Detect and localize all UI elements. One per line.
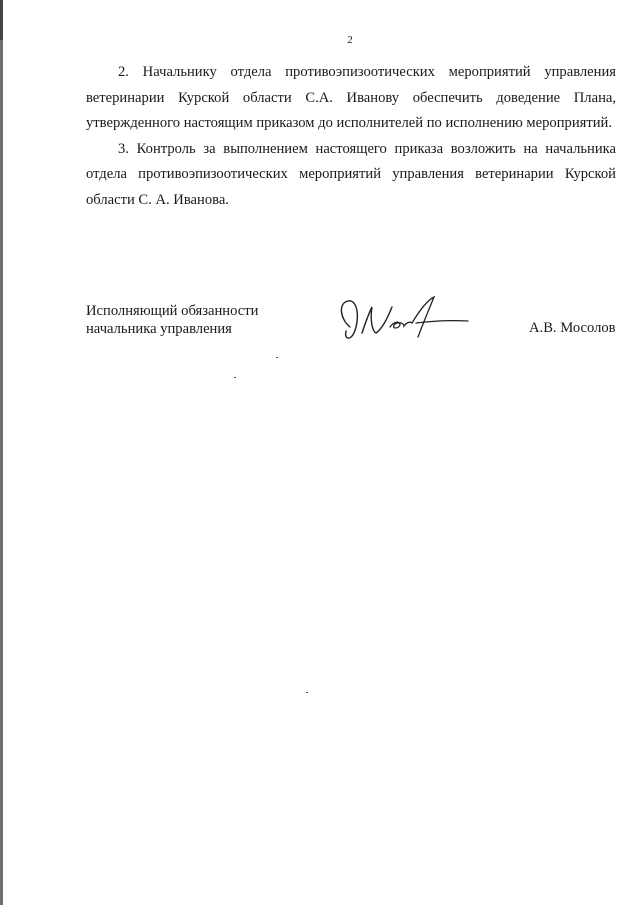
- signatory-position: [86, 302, 258, 338]
- signatory-name: А.В. Мосолов: [529, 320, 616, 336]
- position-line-2: начальника управления: [86, 321, 232, 337]
- paragraph-2: 2. Начальнику отдела противоэпизоотических мероприятий управления ветеринарии Курской области С.А. Иванову обеспечить доведение Плана, утвержденного настоящим приказом до исполнителей по исполнению мероприятий.: [86, 64, 616, 131]
- position-line-1: Исполняющий обязанности: [86, 303, 259, 319]
- scan-speck: [234, 377, 236, 378]
- paragraph-3: 3. Контроль за выполнением настоящего приказа возложить на начальника отдела противоэпизоотических мероприятий управления ветеринарии Курской области С. А. Иванова.: [86, 140, 616, 208]
- scan-speck: [276, 357, 278, 358]
- document-body: [86, 60, 616, 213]
- page-number: 2: [347, 34, 353, 46]
- scan-speck: [306, 692, 308, 693]
- handwritten-signature: [332, 293, 472, 353]
- scan-edge: [0, 0, 3, 905]
